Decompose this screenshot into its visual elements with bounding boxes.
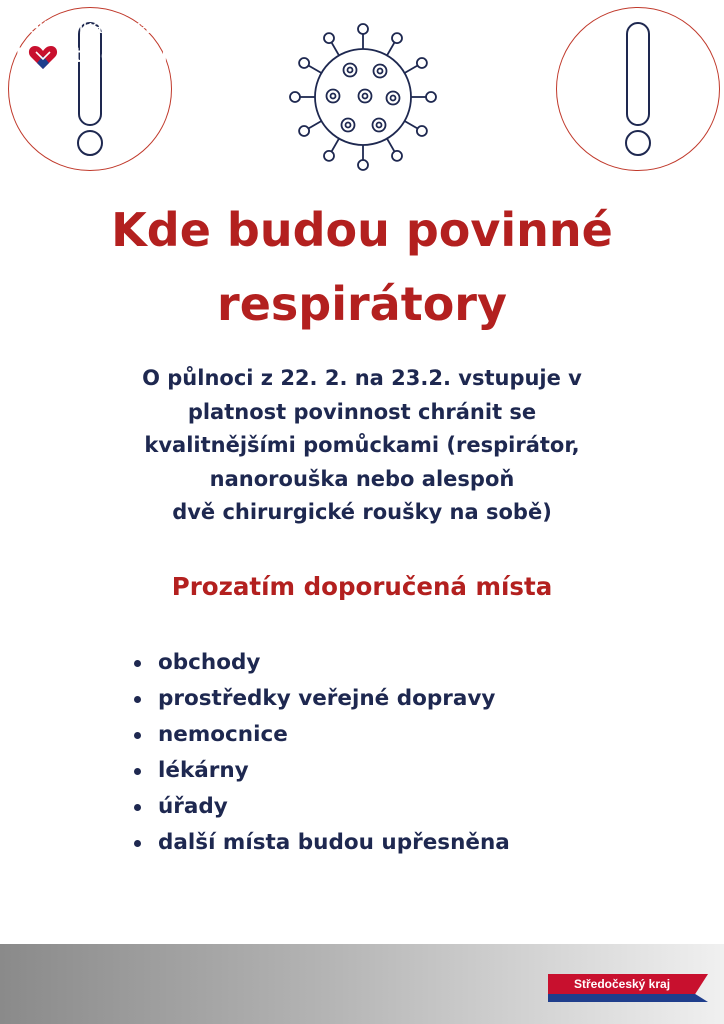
footer-name: Hejtmanka Petra Pecková: [16, 17, 225, 37]
intro-line-3: kvalitnějšími pomůckami (respirátor,: [144, 433, 580, 457]
warning-right-icon: [556, 7, 720, 171]
list-item: lékárny: [134, 753, 510, 789]
heart-icon: [28, 44, 58, 70]
list-item: obchody: [134, 645, 510, 681]
subheading: Prozatím doporučená místa: [171, 572, 553, 601]
list-item: prostředky veřejné dopravy: [134, 681, 510, 717]
places-list: [134, 645, 510, 861]
footer-i-letter: I: [16, 44, 22, 67]
title-line-1: Kde budou povinné: [111, 203, 613, 257]
title-line-2: respirátory: [217, 277, 507, 331]
footer-region: Středočeský kraj: [60, 44, 229, 67]
list-item: nemocnice: [134, 717, 510, 753]
region-logo-badge: [548, 974, 708, 1002]
intro-line-4: nanorouška nebo alespoň: [209, 466, 515, 491]
badge-blue-band: [548, 994, 708, 1002]
badge-label: Středočeský kraj: [573, 977, 671, 991]
list-item: další místa budou upřesněna: [134, 825, 510, 861]
intro-line-2: platnost povinnost chránit se: [187, 399, 537, 424]
list-item: úřady: [134, 789, 510, 825]
virus-icon: [288, 18, 438, 176]
intro-line-5: dvě chirurgické roušky na sobě): [172, 500, 552, 524]
intro-line-1: O půlnoci z 22. 2. na 23.2. vstupuje v: [142, 366, 582, 390]
